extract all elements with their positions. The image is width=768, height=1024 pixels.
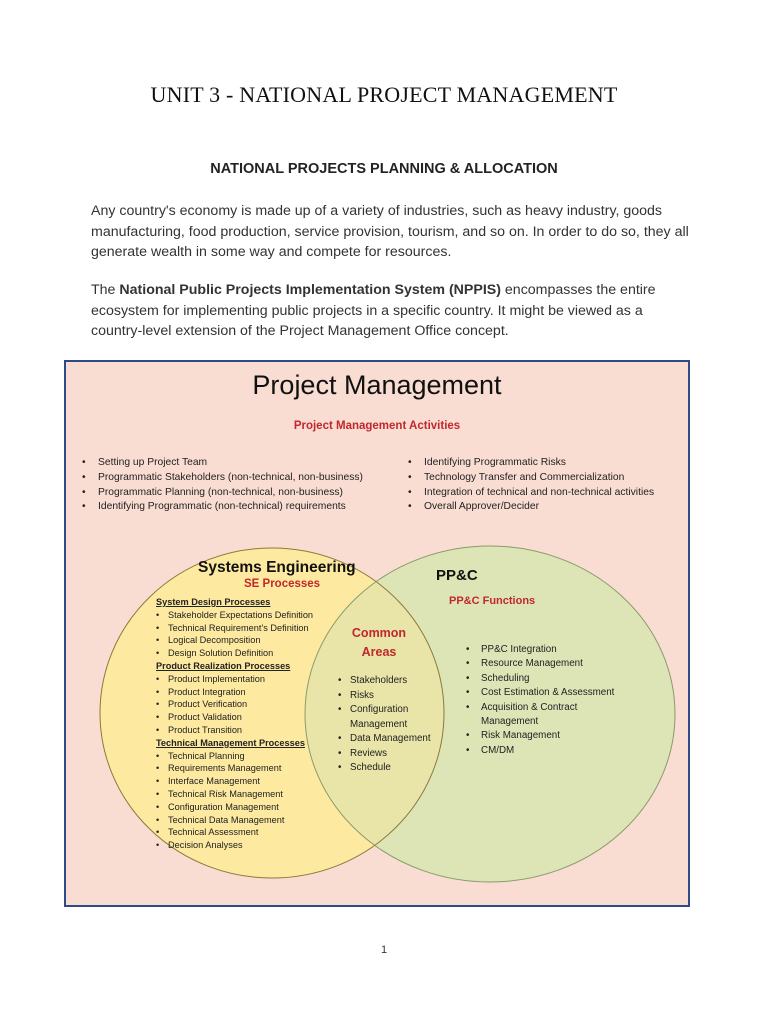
common-title-line1: Common bbox=[351, 626, 407, 640]
list-item: • Technical Data Management bbox=[156, 814, 313, 827]
list-item: • Product Validation bbox=[156, 711, 313, 724]
project-management-diagram bbox=[64, 360, 690, 907]
se-process-list bbox=[156, 596, 313, 852]
list-item: • Requirements Management bbox=[156, 762, 313, 775]
se-group-items bbox=[156, 673, 313, 737]
paragraph-nppis-suffix: encompasses the entire ecosystem for implementing public projects in a specific country. It might be viewed as a country-level extension of the Project Management Office concept. bbox=[91, 282, 656, 339]
unit-title: UNIT 3 - NATIONAL PROJECT MANAGEMENT bbox=[150, 82, 618, 107]
list-item: • Technical Assessment bbox=[156, 826, 313, 839]
page-number: 1 bbox=[380, 944, 388, 956]
se-group-title: System Design Processes bbox=[156, 597, 271, 607]
list-item: • Configuration bbox=[338, 703, 431, 718]
activities-heading: Project Management Activities bbox=[293, 420, 461, 432]
list-item: • CM/DM bbox=[466, 744, 614, 758]
se-group-items bbox=[156, 750, 313, 852]
list-item: • Risk Management bbox=[466, 729, 614, 743]
list-item: • Identifying Programmatic Risks bbox=[406, 456, 654, 471]
list-item: • Acquisition & Contract bbox=[466, 701, 614, 715]
se-subtitle: SE Processes bbox=[244, 578, 321, 590]
list-item: • Product Implementation bbox=[156, 673, 313, 686]
common-areas-list bbox=[338, 674, 431, 776]
common-areas-title bbox=[334, 624, 424, 662]
list-item: • Stakeholder Expectations Definition bbox=[156, 609, 313, 622]
list-item: • Decision Analyses bbox=[156, 839, 313, 852]
nppis-term: National Public Projects Implementation System (NPPIS) bbox=[119, 282, 501, 298]
section-heading: NATIONAL PROJECTS PLANNING & ALLOCATION bbox=[210, 161, 558, 177]
list-item: • Integration of technical and non-technical activities bbox=[406, 486, 654, 501]
list-item: • Technical Requirement's Definition bbox=[156, 622, 313, 635]
list-item: • Technology Transfer and Commercialization bbox=[406, 471, 654, 486]
list-item: • Programmatic Planning (non-technical, non-business) bbox=[80, 486, 363, 501]
list-item: • Resource Management bbox=[466, 657, 614, 671]
figure-title: Project Management bbox=[252, 370, 502, 400]
list-item: • Logical Decomposition bbox=[156, 634, 313, 647]
list-item: • Product Integration bbox=[156, 686, 313, 699]
ppc-subtitle: PP&C Functions bbox=[449, 595, 536, 607]
list-item: • Reviews bbox=[338, 747, 431, 762]
list-item: • Cost Estimation & Assessment bbox=[466, 686, 614, 700]
list-item: • Interface Management bbox=[156, 775, 313, 788]
common-title-line2: Areas bbox=[361, 645, 397, 659]
list-item: • Configuration Management bbox=[156, 801, 313, 814]
se-title: Systems Engineering bbox=[198, 559, 356, 576]
list-item: • Risks bbox=[338, 689, 431, 704]
list-item: • Programmatic Stakeholders (non-technical, non-business) bbox=[80, 471, 363, 486]
list-item: • Design Solution Definition bbox=[156, 647, 313, 660]
list-item: • Data Management bbox=[338, 732, 431, 747]
list-item: • Technical Risk Management bbox=[156, 788, 313, 801]
list-item: • Technical Planning bbox=[156, 750, 313, 763]
se-group-items bbox=[156, 609, 313, 660]
paragraph-economy: Any country's economy is made up of a variety of industries, such as heavy industry, goods manufacturing, food production, service provision, tourism, and so on. In order to do so, they all generate wealth in some way and compete for resources. bbox=[91, 203, 689, 260]
list-item: • Product Verification bbox=[156, 698, 313, 711]
se-group-title: Product Realization Processes bbox=[156, 660, 291, 671]
list-item: • PP&C Integration bbox=[466, 643, 614, 657]
list-item: • Identifying Programmatic (non-technical) requirements bbox=[80, 500, 363, 515]
paragraph-nppis-prefix: The bbox=[91, 282, 120, 298]
ppc-function-list bbox=[466, 643, 614, 758]
list-item: • Stakeholders bbox=[338, 674, 431, 689]
list-item: • Overall Approver/Decider bbox=[406, 500, 654, 515]
list-item: • Setting up Project Team bbox=[80, 456, 363, 471]
list-item: • Product Transition bbox=[156, 724, 313, 737]
ppc-title: PP&C bbox=[436, 567, 478, 584]
list-item: Management bbox=[481, 716, 539, 728]
activities-left-list bbox=[80, 456, 363, 515]
se-group-title: Technical Management Processes bbox=[156, 737, 305, 748]
paragraph-nppis bbox=[91, 280, 691, 342]
list-item: Management bbox=[350, 718, 408, 730]
list-item: • Scheduling bbox=[466, 672, 614, 686]
list-item: • Schedule bbox=[338, 761, 431, 776]
activities-right-list bbox=[406, 456, 654, 515]
